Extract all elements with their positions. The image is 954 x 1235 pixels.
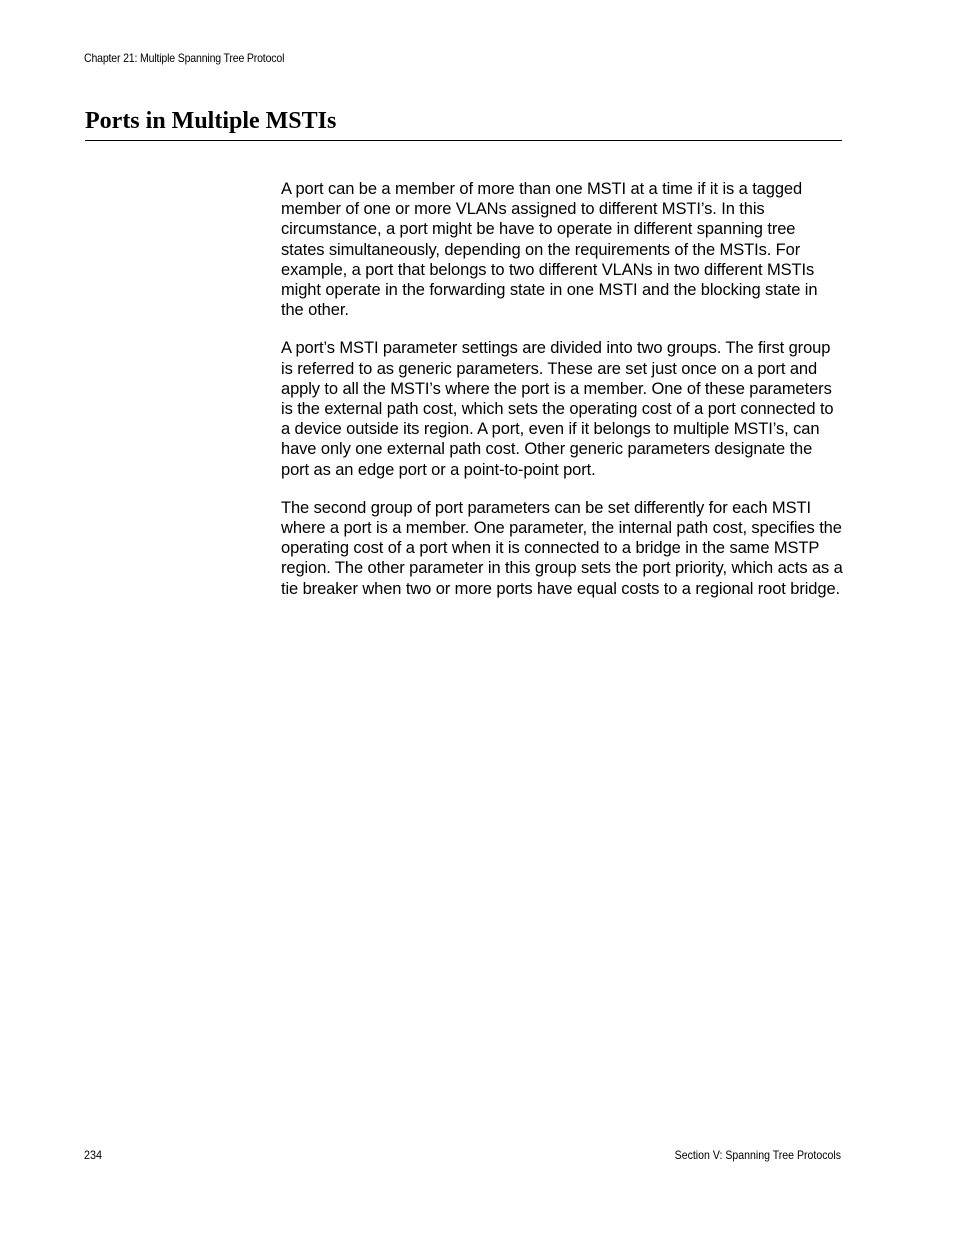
running-header: Chapter 21: Multiple Spanning Tree Protocol bbox=[84, 51, 285, 65]
paragraph: A port can be a member of more than one MSTI at a time if it is a tagged member of one or more VLANs assigned to different MSTI’s. In this circumstance, a port might be have to operate in different spanning tree states simultaneously, depending on the requirements of the MSTIs. For example, a port that belongs to two different VLANs in two different MSTIs might operate in the forwarding state in one MSTI and the blocking state in the other. bbox=[281, 180, 818, 320]
title-rule bbox=[85, 140, 842, 141]
paragraph: The second group of port parameters can be set differently for each MSTI where a port is a member. One parameter, the internal path cost, specifies the operating cost of a port when it is connected to a bridge in the same MSTP region. The other parameter in this group sets the port priority, which acts as a tie breaker when two or more ports have equal costs to a regional root bridge. bbox=[281, 498, 843, 598]
footer-section-name: Section V: Spanning Tree Protocols bbox=[674, 1148, 841, 1162]
page-number: 234 bbox=[84, 1148, 103, 1162]
section-title: Ports in Multiple MSTIs bbox=[85, 108, 337, 134]
paragraph: A port’s MSTI parameter settings are divided into two groups. The first group is referred to as generic parameters. These are set just once on a port and apply to all the MSTI’s where the port is a member. One of these parameters is the external path cost, which sets the operating cost of a port connected to a device outside its region. A port, even if it belongs to multiple MSTI’s, can have only one external path cost. Other generic parameters designate the port as an edge port or a point-to-point port. bbox=[281, 339, 834, 479]
body-text bbox=[281, 179, 843, 617]
